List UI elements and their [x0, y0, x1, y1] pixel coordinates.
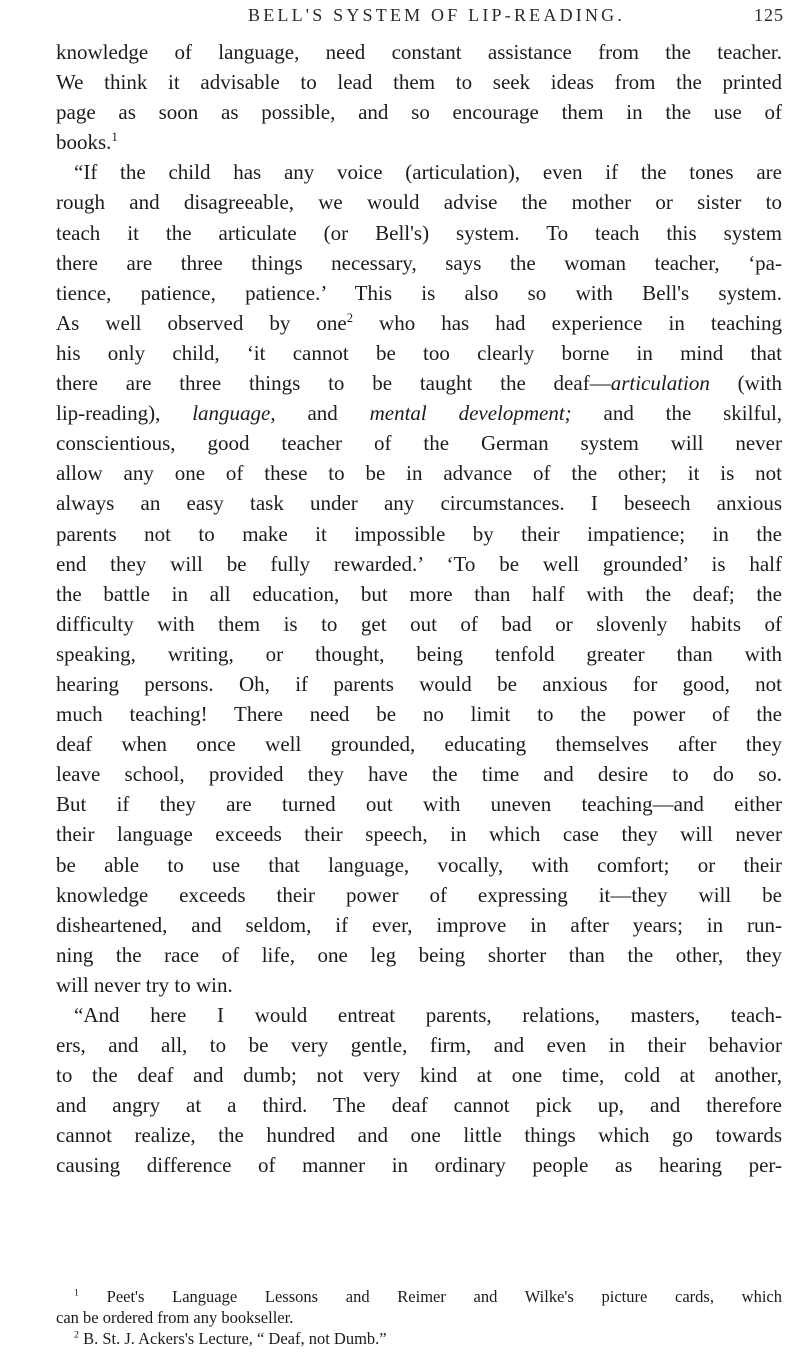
text-line: end they will be fully rewarded.’ ‘To be well grounded’ is half	[56, 551, 782, 576]
running-title: BELL'S SYSTEM OF LIP-READING.	[248, 5, 626, 25]
text-line: difficulty with them is to get out of bad or slovenly habits of	[56, 611, 782, 636]
footnote-mark: 1	[74, 1287, 79, 1299]
text-fragment: As well observed by one	[56, 310, 347, 335]
text-line: parents not to make it impossible by their impatience; in the	[56, 521, 782, 546]
text-line: hearing persons. Oh, if parents would be anxious for good, not	[56, 671, 782, 696]
text-line: there are three things necessary, says the woman teacher, ‘pa-	[56, 250, 782, 275]
text-line: their language exceeds their speech, in which case they will never	[56, 822, 782, 847]
text-fragment: books.	[56, 130, 112, 155]
text-line: ers, and all, to be very gentle, firm, and even in their behavior	[56, 1033, 782, 1058]
text-fragment: and the skilful,	[603, 401, 783, 426]
footnote-1	[56, 1286, 782, 1307]
text-line: will never try to win.	[56, 972, 233, 997]
footnote-ref: 1	[111, 130, 118, 145]
text-fragment: and	[307, 401, 338, 426]
text-line: be able to use that language, vocally, with comfort; or their	[56, 852, 782, 877]
text-line: causing difference of manner in ordinary people as hearing per-	[56, 1153, 782, 1178]
text-line: rough and disagreeable, we would advise the mother or sister to	[56, 190, 782, 215]
text-fragment: there are three things to be taught the deaf—	[56, 371, 611, 396]
text-fragment: (with	[737, 371, 782, 396]
text-fragment: lip-reading),	[56, 401, 161, 426]
footnote-2	[56, 1328, 782, 1349]
text-line: speaking, writing, or thought, being tenfold greater than with	[56, 641, 782, 666]
body-text	[56, 37, 782, 1181]
text-line: much teaching! There need be no limit to the power of the	[56, 702, 782, 727]
text-line: We think it advisable to lead them to seek ideas from the printed	[56, 70, 782, 95]
italic-term: articulation	[610, 371, 710, 396]
text-line	[56, 127, 782, 157]
footnote-mark: 2	[74, 1329, 79, 1341]
text-line: to the deaf and dumb; not very kind at one time, cold at another,	[56, 1063, 782, 1088]
text-line: knowledge exceeds their power of expressing it—they will be	[56, 882, 782, 907]
footnote-text: B. St. J. Ackers's Lecture, “ Deaf, not Dumb.”	[83, 1329, 387, 1348]
text-line: teach it the articulate (or Bell's) system. To teach this system	[56, 220, 782, 245]
footnote-1-cont: can be ordered from any bookseller.	[56, 1308, 294, 1327]
text-line: page as soon as possible, and so encourage them in the use of	[56, 100, 782, 125]
footnote-text: Peet's Language Lessons and Reimer and Wilke's picture cards, which	[106, 1287, 782, 1306]
text-line: cannot realize, the hundred and one little things which go towards	[56, 1123, 782, 1148]
running-head	[0, 5, 800, 31]
text-line: “And here I would entreat parents, relations, masters, teach-	[74, 1003, 782, 1027]
text-line: But if they are turned out with uneven teaching—and either	[56, 792, 782, 817]
text-line: always an easy task under any circumstances. I beseech anxious	[56, 491, 782, 516]
text-line: tience, patience, patience.’ This is also so with Bell's system.	[56, 280, 782, 305]
text-line: knowledge of language, need constant assistance from the teacher.	[56, 40, 782, 64]
text-line: “If the child has any voice (articulation), even if the tones are	[74, 160, 782, 185]
footnote-ref: 2	[346, 310, 353, 325]
text-line: conscientious, good teacher of the German system will never	[56, 431, 782, 456]
text-line: deaf when once well grounded, educating themselves after they	[56, 732, 782, 757]
text-line: disheartened, and seldom, if ever, improve in after years; in run-	[56, 912, 782, 937]
italic-term: mental development;	[369, 401, 572, 426]
text-line	[56, 368, 782, 398]
text-line: and angry at a third. The deaf cannot pick up, and therefore	[56, 1093, 782, 1118]
text-line: allow any one of these to be in advance of the other; it is not	[56, 461, 782, 486]
page-number: 125	[754, 5, 784, 25]
italic-term: language,	[192, 401, 276, 426]
text-line: ning the race of life, one leg being shorter than the other, they	[56, 942, 782, 967]
text-line	[56, 308, 782, 338]
text-line: his only child, ‘it cannot be too clearly borne in mind that	[56, 340, 782, 365]
text-line: leave school, provided they have the time and desire to do so.	[56, 762, 782, 787]
text-fragment: who has had experience in teaching	[379, 310, 783, 335]
text-line: the battle in all education, but more than half with the deaf; the	[56, 581, 782, 606]
text-line	[56, 398, 782, 428]
footnotes	[56, 1286, 782, 1349]
